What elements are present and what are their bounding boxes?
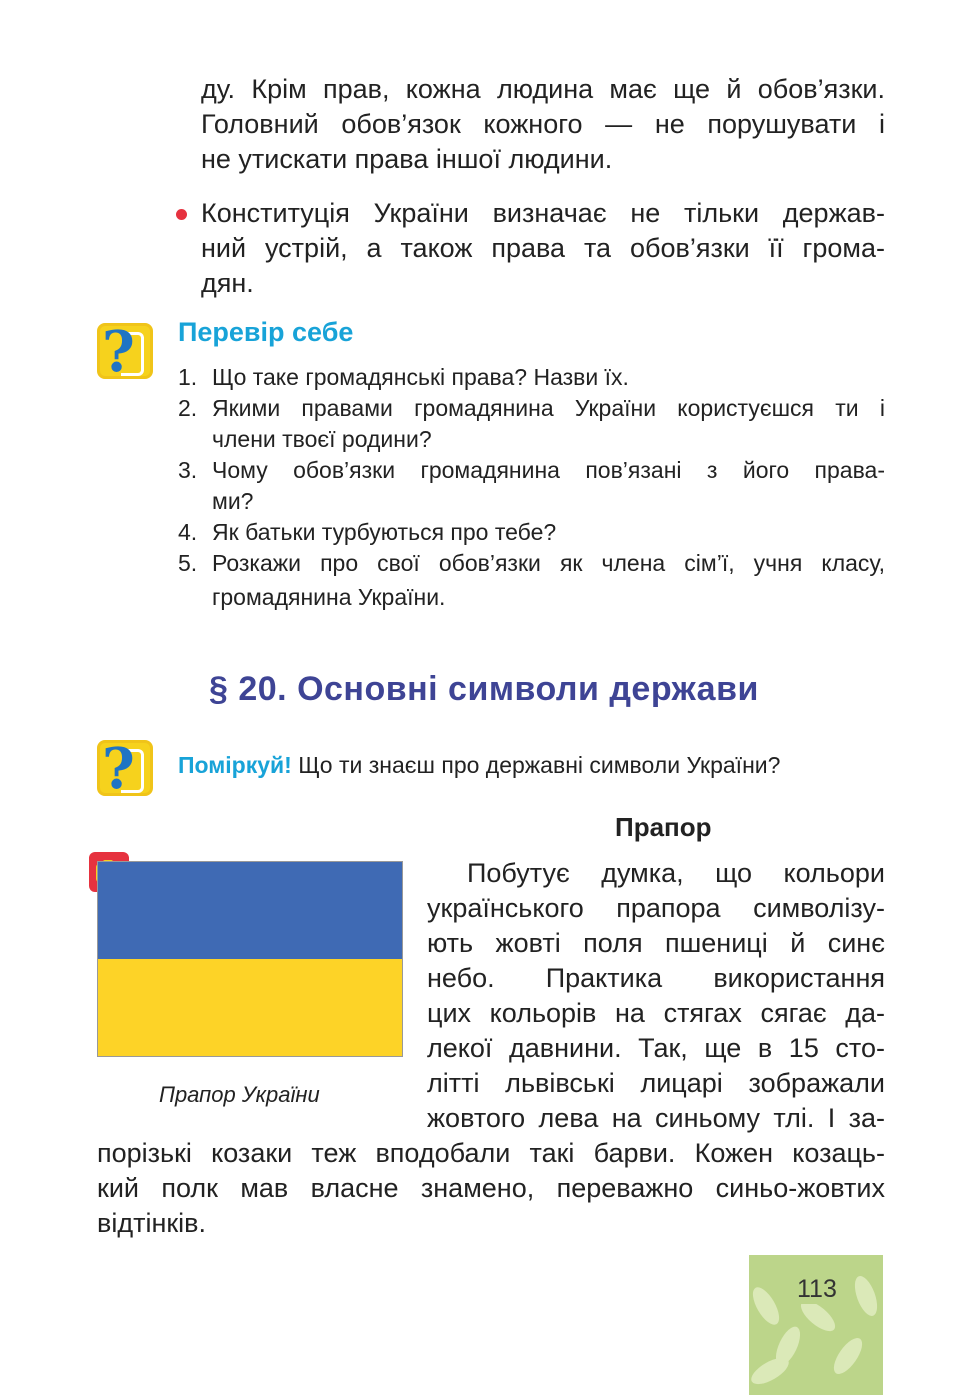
ukraine-flag-image [97,861,403,1057]
question-icon: ? [97,323,153,379]
think-prompt [178,752,780,779]
think-text: Що ти знаєш про державні символи України? [298,752,781,778]
text-line: кий полк мав власне знамено, переважно синьо-жовтих [97,1173,885,1203]
text-line: дян. [201,268,254,298]
ornament-leaf [749,1283,784,1328]
text-line: лекої давнини. Так, ще в 15 сто- [427,1033,885,1063]
text-line: Конституція України визначає не тільки держав- [201,198,885,228]
text-line: ду. Крім прав, кожна людина має ще й обов’язки. [201,74,885,104]
list-item [178,517,885,548]
text-line: Що таке громадянські права? Назви їх. [212,364,629,390]
list-item [178,393,885,455]
list-item [178,548,885,613]
text-line: Головний обов’язок кожного — не порушувати і [201,109,885,139]
flag-paragraph-wrapped [427,856,885,1136]
list-number: 1. [178,364,198,390]
text-line: ми? [212,488,254,514]
text-line: цих кольорів на стягах сягає да- [427,998,885,1028]
text-line: порізькі козаки теж вподобали такі барви. Кожен козаць- [97,1138,885,1168]
text-line: українського прапора символізу- [427,893,885,923]
text-line: Чому обов’язки громадянина пов’язані з його права- [212,457,885,483]
text-line: Якими правами громадянина України користуєшся ти і [212,395,885,421]
section-title: § 20. Основні символи держави [209,670,759,708]
list-number: 4. [178,519,198,545]
bullet-dot [176,209,187,220]
ornament-leaf [829,1334,868,1379]
list-number: 5. [178,550,198,576]
flag-yellow-stripe [98,959,402,1056]
text-line: відтінків. [97,1208,207,1238]
text-line: громадянина України. [212,584,446,610]
top-paragraph [201,72,885,177]
text-line: жовтого лева на синьому тлі. І за- [427,1103,885,1133]
list-item [178,455,885,517]
questions-list [178,362,885,613]
text-line: небо. Практика використання [427,963,885,993]
page-number: 113 [793,1275,841,1304]
text-line: Як батьки турбуються про тебе? [212,519,557,545]
text-line: ють жовті поля пшениці й синє [427,928,885,958]
ornament-leaf [850,1273,881,1319]
list-item [178,362,885,393]
flag-blue-stripe [98,862,402,959]
ornament-leaf [749,1353,793,1390]
text-line: члени твоєї родини? [212,426,432,452]
question-icon: ? [97,740,153,796]
bullet-paragraph [201,196,885,301]
text-line: літті львівські лицарі зображали [427,1068,885,1098]
page-number-box [749,1255,883,1395]
text-line: ний устрій, а також права та обов’язки її грома- [201,233,885,263]
check-yourself-heading: Перевір себе [178,317,354,347]
flag-heading: Прапор [615,812,712,842]
flag-caption: Прапор України [159,1082,320,1107]
text-line: Розкажи про свої обов’язки як члена сім’ї, учня класу, [212,550,885,576]
flag-paragraph-full [97,1136,885,1241]
text-line: не утискати права іншої людини. [201,144,613,174]
think-label: Поміркуй! [178,752,292,778]
list-number: 3. [178,457,198,483]
text-line: Побутує думка, що кольори [467,858,885,888]
list-number: 2. [178,395,198,421]
